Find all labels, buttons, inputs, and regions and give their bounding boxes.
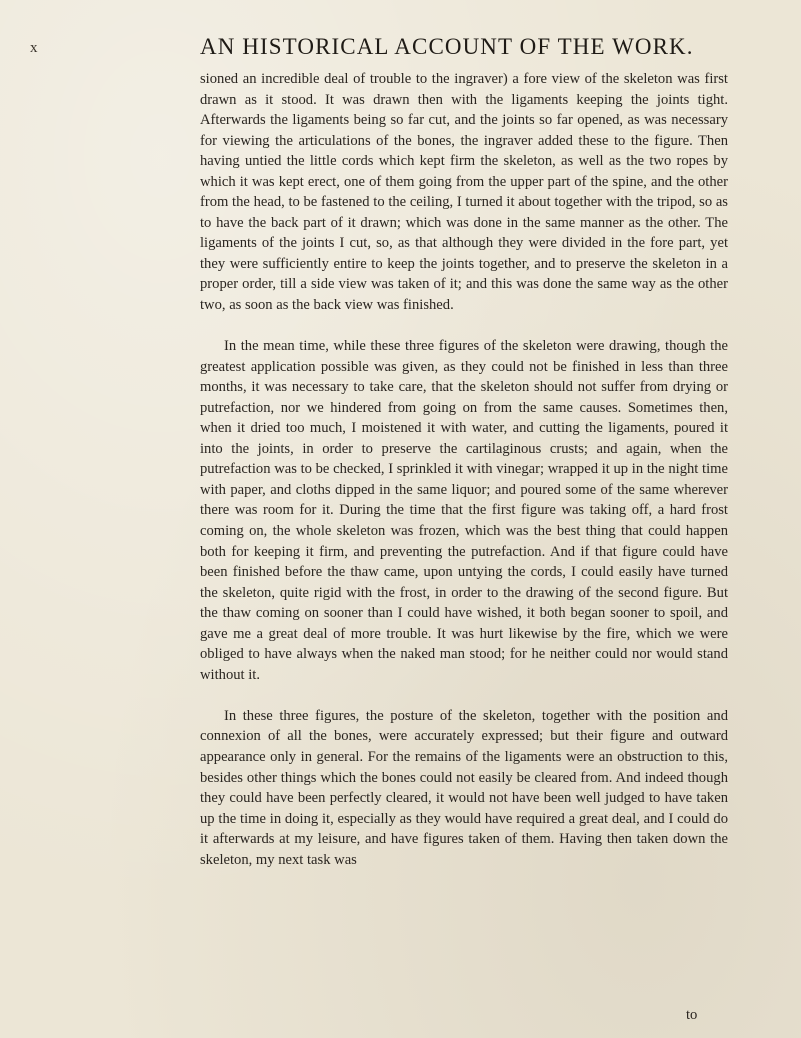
running-head: AN HISTORICAL ACCOUNT OF THE WORK. (200, 34, 694, 59)
paragraph-3: In these three figures, the posture of the skeleton, together with the position and connexion of all the bones, were accurately expressed; but their figure and outward appearance only in general. For the remains of the ligaments were an obstruction to this, besides other things which the bones could not easily be cleared from. And indeed though they could have been perfectly cleared, it would not have been well judged to have taken up the time in doing it, especially as they would have required a great deal, and I could do it afterwards at my leisure, and have figures taken of them. Having then taken down the skeleton, my next task was (200, 707, 728, 868)
margin-mark: x (30, 40, 38, 56)
paragraph-2: In the mean time, while these three figures of the skeleton were drawing, though the greatest application possible was given, as they could not be finished in less than three months, it was necessary to take care, that the skeleton should not suffer from drying or putrefaction, nor we hindered from going on from the same causes. Sometimes then, when it dried too much, I moistened it with water, and cutting the ligaments, poured it into the joints, in order to preserve the cartilaginous crusts; and again, when the putrefaction was to be checked, I sprinkled it with vinegar; wrapped it up in the night time with paper, and cloths dipped in the same liquor; and poured some of the same wherever there was room for it. During the time that the first figure was taking off, a hard frost coming on, the whole skeleton was frozen, which was the best thing that could happen both for keeping it firm, and preventing the putrefaction. And if that figure could have been finished before the thaw came, upon untying the cords, I could easily have turned the skeleton, quite rigid with the frost, in order to the drawing of the second figure. But the thaw coming on sooner than I could have wished, it both began sooner to spoil, and gave me a great deal of more trouble. It was hurt likewise by the fire, which we were obliged to have always when the naked man stood; for he neither could nor would stand without it. (200, 338, 728, 683)
catchword: to (686, 1007, 698, 1023)
paragraph-1: sioned an incredible deal of trouble to the ingraver) a fore view of the skeleton was first drawn as it stood. It was drawn then with the ligaments keeping the joints tight. Afterwards the ligaments being so far cut, and the joints so far opened, as was necessary for viewing the articulations of the bones, the ingraver added these to the figure. Then having untied the little cords which kept firm the skeleton, as well as the two ropes by which it was kept erect, one of them going from the upper part of the spine, and the other from the head, to be fastened to the ceiling, I turned it about together with the tripod, so as to have the back part of it drawn; which was done in the same manner as the other. The ligaments of the joints I cut, so, as that although they were divided in the fore part, yet they were sufficiently entire to keep the joints together, and to preserve the skeleton in a proper order, till a side view was taken of it; and this was done the same way as the other two, as soon as the back view was finished. (200, 71, 728, 314)
body-text (200, 69, 728, 870)
